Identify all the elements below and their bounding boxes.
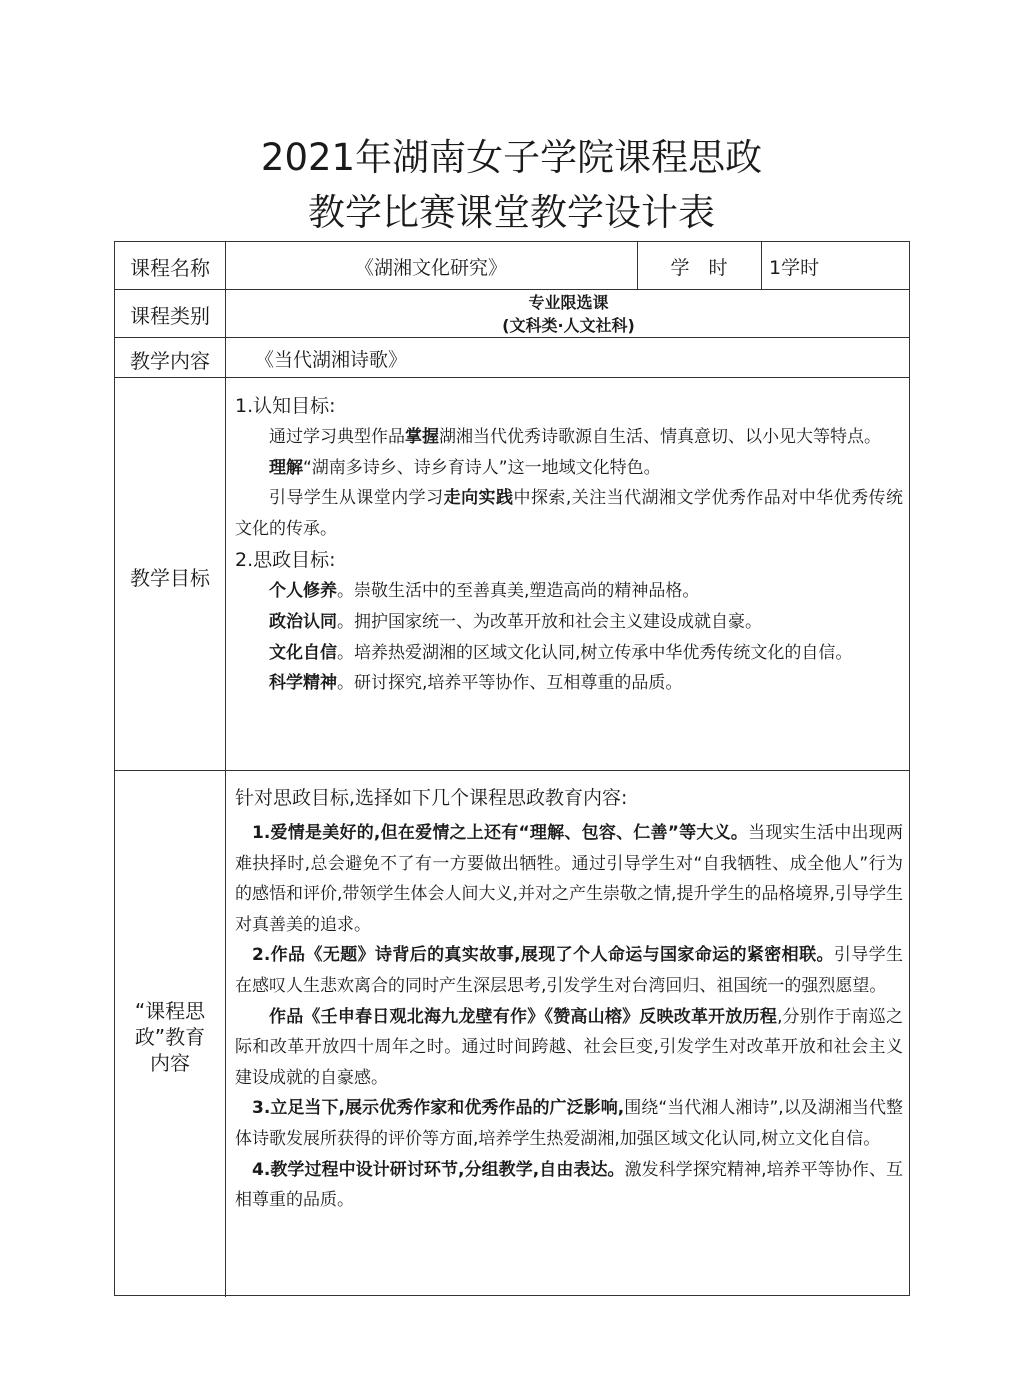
ideology-point-4: 4.教学过程中设计研讨环节,分组教学,自由表达。激发科学探究精神,培养平等协作、互相尊重的品质。 [235,1159,904,1211]
ideology-content-label-line3: 内容 [150,1051,190,1075]
ideology-goal-4: 科学精神。研讨探究,培养平等协作、互相尊重的品质。 [269,673,683,694]
course-name-value: 《湖湘文化研究》 [354,257,507,279]
teaching-content-value: 《当代湖湘诗歌》 [255,349,408,371]
ideology-intro: 针对思政目标,选择如下几个课程思政教育内容: [235,787,628,809]
ideology-content [235,782,903,1216]
course-type-label: 课程类别 [130,304,210,328]
row-divider [115,377,909,378]
page-title-line-2: 教学比赛课堂教学设计表 [308,191,715,234]
hours-label: 学 时 [670,257,728,279]
ideology-point-2b: 作品《壬申春日观北海九龙壁有作》《赞高山榕》反映改革开放历程,分别作于南巡之际和改革开放四十周年之时。通过时间跨越、社会巨变,引发学生对改革开放和社会主义建设成就的自豪感。 [235,1006,903,1088]
course-name-label: 课程名称 [130,256,210,280]
ideology-goal-1: 个人修养。崇敬生活中的至善真美,塑造高尚的精神品格。 [269,581,700,602]
course-type-value-line1: 专业限选课 [528,293,609,312]
cognitive-goal-heading: 1.认知目标: [235,395,336,417]
design-table [114,241,910,1296]
page-title-line-1: 2021年湖南女子学院课程思政 [260,136,763,179]
teaching-goals-content [235,390,903,699]
ideology-content-label-line2: 政”教育 [134,1025,206,1049]
ideology-goal-2: 政治认同。拥护国家统一、为改革开放和社会主义建设成就自豪。 [269,611,762,632]
cognitive-goal-1: 通过学习典型作品掌握湖湘当代优秀诗歌源自生活、情真意切、以小见大等特点。 [269,427,881,447]
ideology-content-label [115,998,225,1076]
ideology-point-1: 1.爱情是美好的,但在爱情之上还有“理解、包容、仁善”等大义。当现实生活中出现两难抉择时,总会避免不了有一方要做出牺牲。通过引导学生对“自我牺牲、成全他人”行为的感悟和评价,带领学生体会人间大义,并对之产生崇敬之情,提升学生的品格境界,引导学生对真善美的追求。 [235,823,903,935]
ideology-point-3: 3.立足当下,展示优秀作家和优秀作品的广泛影响,围绕“当代湘人湘诗”,以及湖湘当代整体诗歌发展所获得的评价等方面,培养学生热爱湖湘,加强区域文化认同,树立文化自信。 [235,1098,903,1149]
course-type-value-line2: (文科类·人文社科) [502,316,635,335]
row-divider [115,770,909,771]
teaching-goals-label: 教学目标 [130,566,210,590]
hours-value: 1学时 [769,257,820,279]
cognitive-goal-3: 引导学生从课堂内学习走向实践中探索,关注当代湖湘文学优秀作品对中华优秀传统文化的传承。 [235,488,903,539]
ideology-content-label-line1: “课程思 [134,999,206,1023]
teaching-content-label: 教学内容 [130,349,210,373]
row-divider [115,337,909,338]
cognitive-goal-2: 理解“湖南多诗乡、诗乡育诗人”这一地域文化特色。 [269,457,661,478]
ideology-goal-3: 文化自信。培养热爱湖湘的区域文化认同,树立传承中华优秀传统文化的自信。 [269,642,853,663]
ideology-goal-heading: 2.思政目标: [235,549,336,572]
column-divider-hours-value [761,242,762,289]
ideology-point-2: 2.作品《无题》诗背后的真实故事,展现了个人命运与国家命运的紧密相联。引导学生在感叹人生悲欢离合的同时产生深层思考,引发学生对台湾回归、祖国统一的强烈愿望。 [235,945,903,996]
